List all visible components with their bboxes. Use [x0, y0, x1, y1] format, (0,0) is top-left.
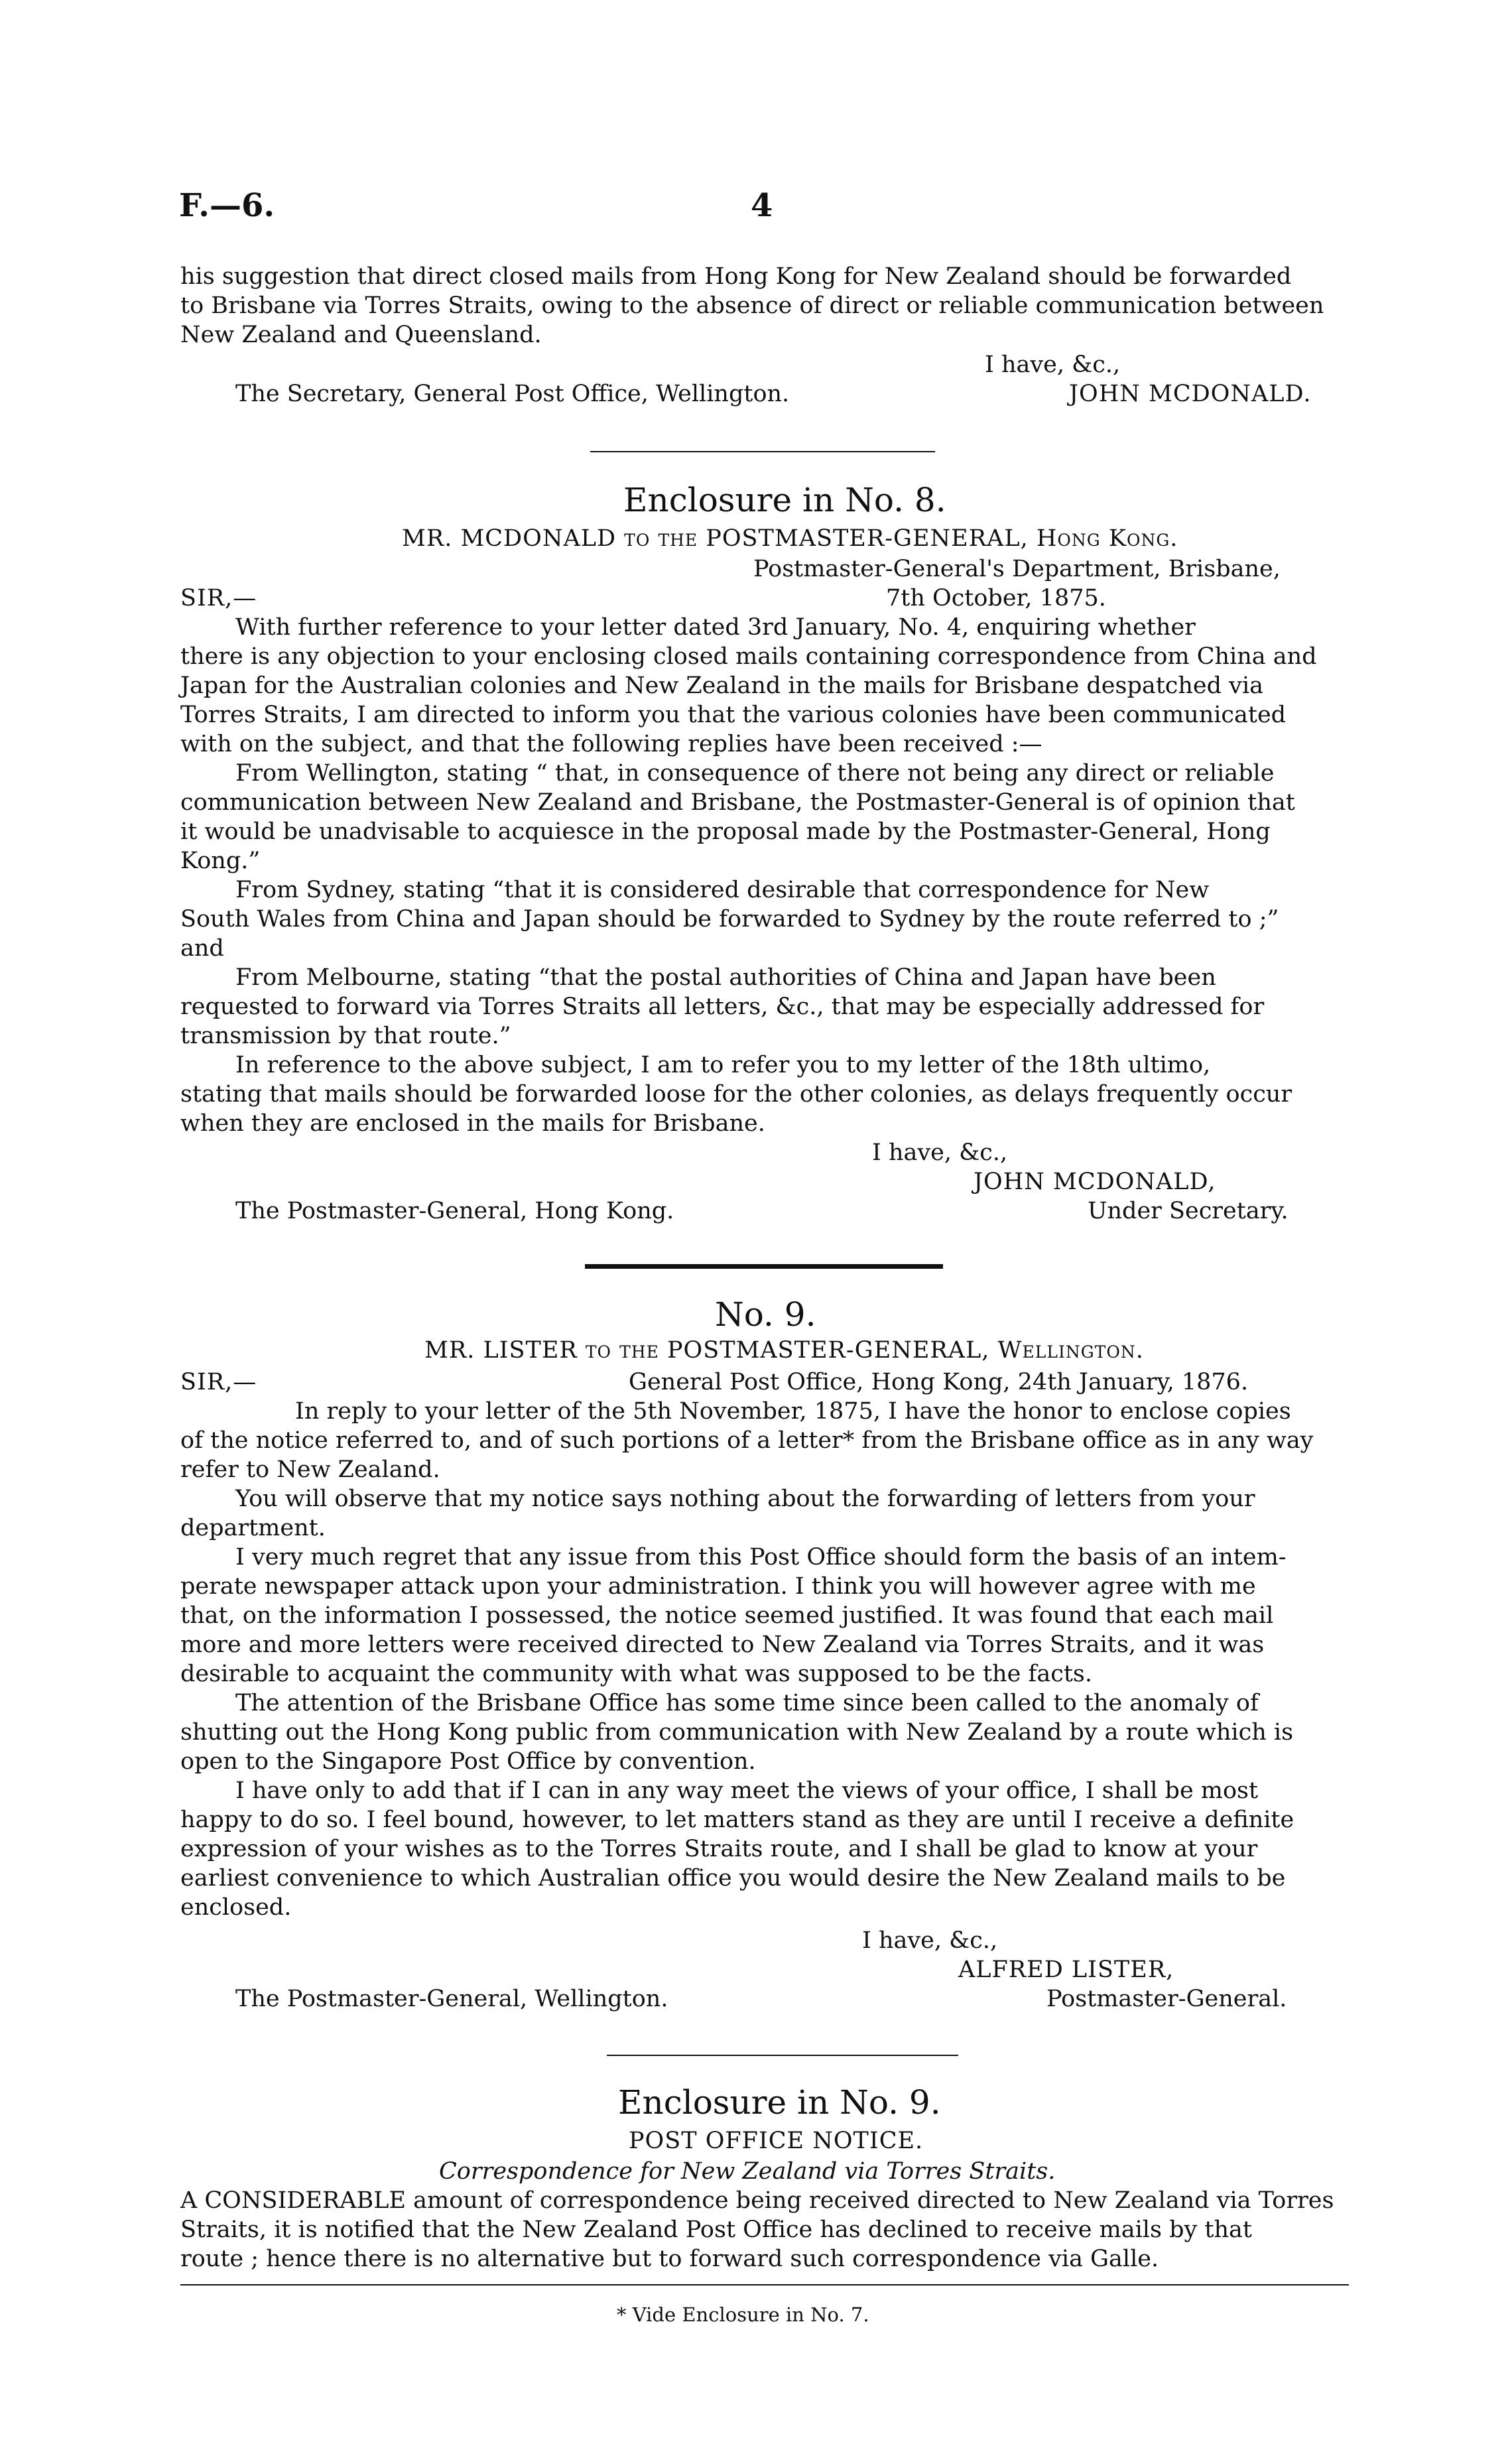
paragraph-line: From Sydney, stating “that it is considered desirable that correspondence for New: [235, 877, 1210, 903]
paragraph-line: department.: [180, 1515, 326, 1541]
paragraph-line: I very much regret that any issue from this Post Office should form the basis of an intem-: [235, 1544, 1287, 1571]
letter-addressee: The Secretary, General Post Office, Wellington.: [235, 381, 790, 407]
letter-closing: I have, &c.,: [985, 352, 1121, 378]
letter-closing: I have, &c.,: [862, 1927, 998, 1954]
notice-subheading: [439, 2158, 1055, 2185]
paragraph-line: You will observe that my notice says nothing about the forwarding of letters from your: [235, 1486, 1255, 1512]
paragraph-line: expression of your wishes as to the Torres Straits route, and I shall be glad to know at your: [180, 1836, 1258, 1862]
section-divider: [585, 1264, 943, 1269]
paragraph-line: New Zealand and Queensland.: [180, 322, 542, 348]
signature-title: Postmaster-General.: [1046, 1986, 1287, 2012]
paragraph-line: Japan for the Australian colonies and New Zealand in the mails for Brisbane despatched via: [180, 673, 1264, 699]
paragraph-line: Torres Straits, I am directed to inform you that the various colonies have been communicated: [180, 702, 1287, 728]
paragraph-line: In reference to the above subject, I am to refer you to my letter of the 18th ultimo,: [235, 1052, 1211, 1078]
letter-signature: ALFRED LISTER,: [958, 1957, 1174, 1983]
page-header-reference: F.—6.: [179, 187, 275, 224]
paragraph-line: there is any objection to your enclosing closed mails containing correspondence from China and: [180, 643, 1317, 670]
page-number: 4: [751, 187, 773, 224]
letter-address: Postmaster-General's Department, Brisbane,: [753, 556, 1281, 582]
letter-dateline: General Post Office, Hong Kong, 24th January, 1876.: [629, 1369, 1249, 1395]
notice-heading: POST OFFICE NOTICE.: [629, 2128, 924, 2154]
paragraph-line: Kong.”: [180, 848, 261, 874]
paragraph-line: it would be unadvisable to acquiesce in the proposal made by the Postmaster-General, Hong: [180, 818, 1271, 845]
paragraph-line: A CONSIDERABLE amount of correspondence being received directed to New Zealand via Torres: [180, 2187, 1334, 2214]
paragraph-line: and: [180, 935, 224, 962]
letter-addressee: The Postmaster-General, Wellington.: [235, 1986, 668, 2012]
paragraph-line: desirable to acquaint the community with what was supposed to be the facts.: [180, 1661, 1092, 1687]
paragraph-line: requested to forward via Torres Straits all letters, &c., that may be especially addressed for: [180, 994, 1265, 1020]
section-divider: [607, 2055, 958, 2056]
paragraph-line: open to the Singapore Post Office by convention.: [180, 1748, 756, 1775]
footnote-divider: [180, 2284, 1349, 2285]
section-title: No. 9.: [715, 1295, 816, 1334]
paragraph-line: of the notice referred to, and of such portions of a letter* from the Brisbane office as in any way: [180, 1427, 1314, 1454]
paragraph-line: refer to New Zealand.: [180, 1456, 440, 1483]
salutation: SIR,—: [180, 585, 257, 611]
paragraph-line: to Brisbane via Torres Straits, owing to the absence of direct or reliable communication between: [180, 292, 1324, 319]
paragraph-line: transmission by that route.”: [180, 1023, 511, 1049]
paragraph-line: communication between New Zealand and Brisbane, the Postmaster-General is of opinion that: [180, 789, 1295, 816]
section-subtitle: MR. MCDONALD to the POSTMASTER-GENERAL, Hong Kong.: [402, 525, 1178, 552]
paragraph-line: I have only to add that if I can in any way meet the views of your office, I shall be most: [235, 1777, 1259, 1804]
paragraph-line: From Wellington, stating “ that, in consequence of there not being any direct or reliable: [235, 760, 1275, 787]
paragraph-line: The attention of the Brisbane Office has some time since been called to the anomaly of: [235, 1690, 1259, 1716]
salutation: SIR,—: [180, 1369, 257, 1395]
letter-signature: JOHN MCDONALD,: [974, 1169, 1216, 1195]
paragraph-line: more and more letters were received directed to New Zealand via Torres Straits, and it was: [180, 1632, 1265, 1658]
paragraph-line: route ; hence there is no alternative but to forward such correspondence via Galle.: [180, 2246, 1159, 2272]
section-subtitle: MR. LISTER to the POSTMASTER-GENERAL, Wellington.: [424, 1337, 1144, 1364]
paragraph-line: South Wales from China and Japan should be forwarded to Sydney by the route referred to ;”: [180, 906, 1279, 933]
section-title: Enclosure in No. 9.: [618, 2083, 941, 2122]
paragraph-line: Straits, it is notified that the New Zealand Post Office has declined to receive mails by that: [180, 2217, 1252, 2243]
letter-signature: JOHN MCDONALD.: [1069, 381, 1312, 407]
notice-subheading-text: Correspondence for New Zealand via Torres Straits.: [439, 2158, 1056, 2185]
paragraph-line: perate newspaper attack upon your administration. I think you will however agree with me: [180, 1573, 1256, 1600]
letter-date: 7th October, 1875.: [886, 585, 1106, 611]
paragraph-line: stating that mails should be forwarded loose for the other colonies, as delays frequently occur: [180, 1081, 1292, 1108]
paragraph-line: shutting out the Hong Kong public from communication with New Zealand by a route which is: [180, 1719, 1294, 1746]
paragraph-line: when they are enclosed in the mails for Brisbane.: [180, 1110, 765, 1137]
letter-addressee: The Postmaster-General, Hong Kong.: [235, 1198, 674, 1224]
signature-title: Under Secretary.: [1088, 1198, 1289, 1224]
section-title: Enclosure in No. 8.: [623, 481, 946, 519]
paragraph-line: with on the subject, and that the following replies have been received :—: [180, 731, 1042, 757]
letter-closing: I have, &c.,: [872, 1139, 1008, 1166]
paragraph-line: From Melbourne, stating “that the postal authorities of China and Japan have been: [235, 964, 1216, 991]
paragraph-line: earliest convenience to which Australian office you would desire the New Zealand mails to be: [180, 1865, 1286, 1892]
paragraph-line: enclosed.: [180, 1894, 292, 1921]
section-divider: [590, 451, 935, 452]
paragraph-line: that, on the information I possessed, the notice seemed justified. It was found that each mail: [180, 1602, 1274, 1629]
paragraph-line: In reply to your letter of the 5th November, 1875, I have the honor to enclose copies: [295, 1398, 1291, 1425]
footnote: * Vide Enclosure in No. 7.: [617, 2303, 869, 2326]
paragraph-line: his suggestion that direct closed mails from Hong Kong for New Zealand should be forwarded: [180, 263, 1292, 290]
paragraph-line: With further reference to your letter dated 3rd January, No. 4, enquiring whether: [235, 614, 1196, 641]
paragraph-line: happy to do so. I feel bound, however, to let matters stand as they are until I receive a definite: [180, 1807, 1294, 1833]
